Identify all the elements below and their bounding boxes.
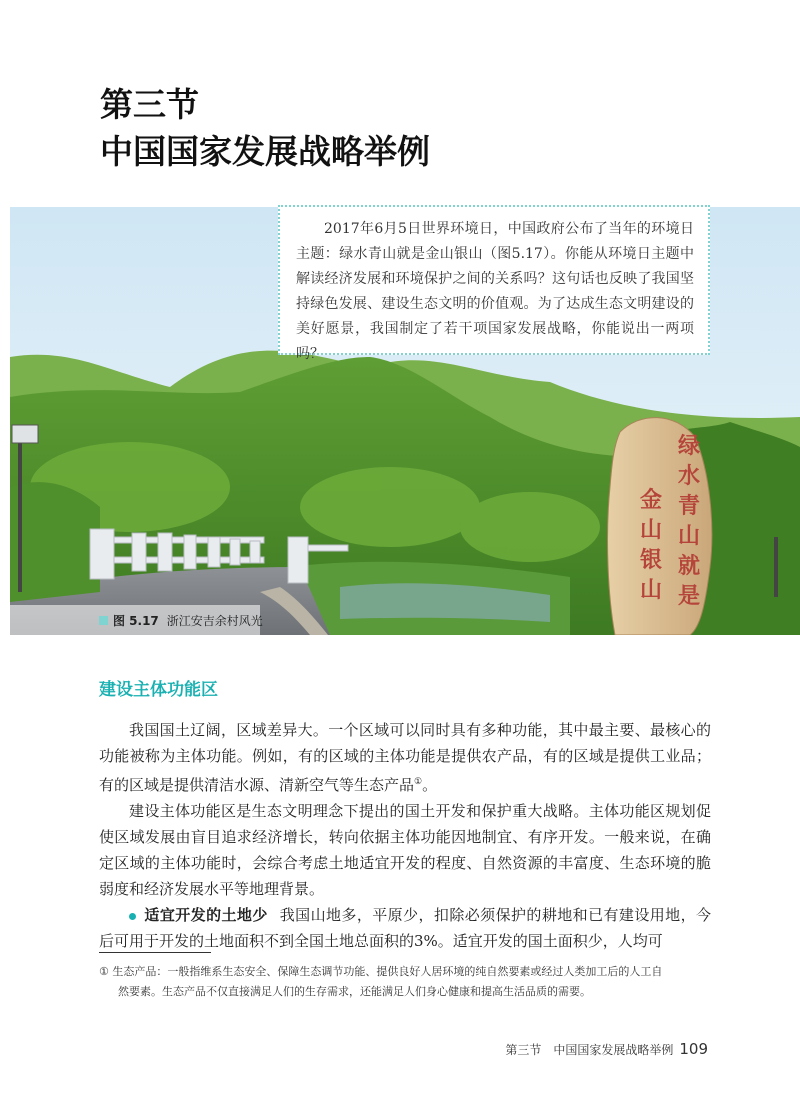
figure-caption [99,612,263,629]
paragraph-1 [99,717,711,798]
bullet-dot-icon [129,913,136,920]
footnote-divider [99,952,211,953]
section-title: 中国国家发展战略举例 [100,132,430,171]
bullet-paragraph [99,902,711,954]
stone-inscription-line2: 金 山 银 山 [640,487,663,603]
caption-marker [99,616,108,625]
bullet-text: 我国山地多，平原少，扣除必须保护的耕地和已有建设用地，今后可用于开发的土地面积不到全国土地总面积的3%。适宜开发的国土面积少，人均可 [99,906,711,950]
footnote-line2: 然要素。生态产品不仅直接满足人们的生存需求，还能满足人们身心健康和提高生活品质的需要。 [118,985,591,998]
paragraph-1-text: 我国国土辽阔，区域差异大。一个区域可以同时具有多种功能，其中最主要、最核心的功能被称为主体功能。例如，有的区域的主体功能是提供农产品，有的区域是提供工业品；有的区域是提供清洁水源、清新空气等生态产品 [99,721,711,794]
footnote-line1: ① 生态产品：一般指维系生态安全、保障生态调节功能、提供良好人居环境的纯自然要素或经过人类加工后的人工自 [99,965,663,978]
figure-caption-text: 浙江安吉余村风光 [166,614,263,628]
footnote-ref: ① [414,777,423,787]
bullet-heading: 适宜开发的土地少 [144,906,268,924]
chapter-title-block [100,82,430,176]
page-number: 109 [679,1040,708,1058]
paragraph-2: 建设主体功能区是生态文明理念下提出的国土开发和保护重大战略。主体功能区规划促使区域发展由盲目追求经济增长，转向依据主体功能因地制宜、有序开发。一般来说，在确定区域的主体功能时，会综合考虑土地适宜开发的程度、自然资源的丰富度、生态环境的脆弱度和经济发展水平等地理背景。 [99,802,711,898]
paragraph-1-end: 。 [422,776,438,794]
stone-inscription-line1: 绿 水 青 山 就 是 [678,433,701,609]
section-number: 第三节 [100,85,199,124]
intro-question-box [278,205,710,362]
body-text [99,717,711,954]
section-subheading: 建设主体功能区 [99,680,218,700]
footnote [99,962,711,1002]
intro-text: 2017年6月5日世界环境日，中国政府公布了当年的环境日主题：绿水青山就是金山银山（图5.17）。你能从环境日主题中解读经济发展和环境保护之间的关系吗？这句话也反映了我国坚持绿色发展、建设生态文明的价值观。为了达成生态文明建设的美好愿景，我国制定了若干项国家发展战略，你能说出一两项吗？ [296,221,694,362]
running-title: 第三节 中国国家发展战略举例 [505,1043,674,1057]
figure-number: 图 5.17 [113,614,159,628]
page-footer [505,1040,708,1058]
